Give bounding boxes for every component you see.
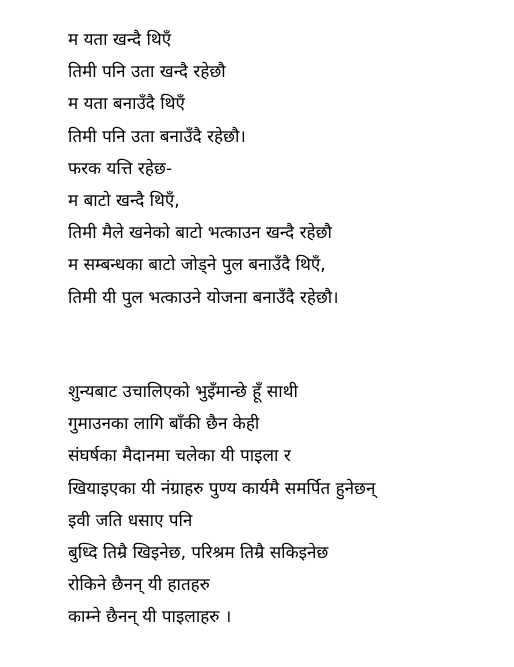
poem-line: तिमी पनि उता बनाउँदै रहेछौ। (68, 126, 246, 147)
poem-line: तिमी यी पुल भत्काउने योजना बनाउँदै रहेछौ। (68, 287, 339, 308)
poem-line: संघर्षका मैदानमा चलेका यी पाइला र (68, 446, 291, 467)
poem-line: म यता खन्दै थिएँ (68, 30, 172, 50)
poem-line: फरक यत्ति रहेछ- (68, 158, 172, 179)
poem-stanza-2 (68, 376, 508, 634)
poem-line: म सम्बन्धका बाटो जोड्ने पुल बनाउँदै थिएँ, (68, 255, 326, 276)
poem-line: बुध्दि तिम्रै खिइनेछ, परिश्रम तिम्रै सकिइनेछ (68, 542, 329, 563)
poem-line: म बाटो खन्दै थिएँ, (68, 190, 180, 211)
poem-line: खियाइएका यी नंग्राहरु पुण्य कार्यमै समर्पित हुनेछन् (68, 478, 376, 499)
poem-line: तिमी मैले खनेको बाटो भत्काउन खन्दै रहेछौ (68, 223, 332, 244)
poem-stanza-1 (68, 24, 508, 314)
poem-line: इवी जति धसाए पनि (68, 510, 193, 531)
poem-line: गुमाउनका लागि बाँकी छैन केही (68, 414, 260, 435)
poem-line: तिमी पनि उता खन्दै रहेछौ (68, 62, 226, 83)
poem-line: म यता बनाउँदै थिएँ (68, 94, 185, 115)
poem-line: काम्ने छैनन् यी पाइलाहरु । (68, 607, 232, 628)
poem-line: रोकिने छैनन् यी हातहरु (68, 575, 210, 596)
poem-line: शुन्यबाट उचालिएको भुइँमान्छे हूँ साथी (68, 382, 298, 402)
